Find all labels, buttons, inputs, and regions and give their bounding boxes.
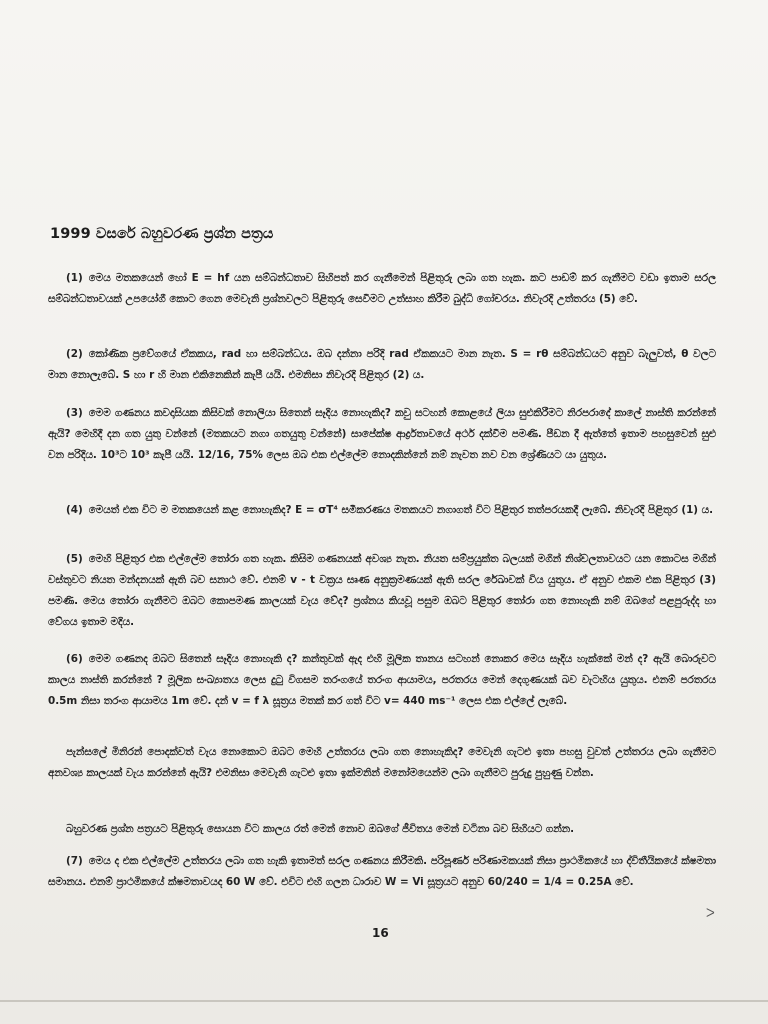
paragraph-5 [48,549,716,633]
paragraph-8 [48,819,716,840]
question-number: (4) [66,504,83,516]
paragraph-text: මෙය ද එක එල්ලේම උත්තරය ලබා ගත හැකි ඉතාමත් සරල ගණනය කිරීමකි. පරිපූර්ණ පරිණාමකයක් නිසා ප්‍රාථමිකයේ හා ද්විතීයිකයේ ක්ෂමතා සමානය. එනම් ප්‍රාථමිකයේ ක්ෂමතාවයද 60 W වේ. එවිට එහි ගලන ධාරාව W = Vi සූත්‍රයට අනුව 60/240 = 1/4 = 0.25A වේ. [48,855,716,888]
paragraph-1 [48,268,716,310]
paragraph-text: මෙම ගණනය කවදාසියක කිසිවක් නොලියා සිතෙන් සෑදිය නොහැකිද? කවු සටහන් කොළයේ ලියා සුළුකිරීමට නිරපරාදේ කාලේ නාස්ති කරන්නේ ඇයි? මෙහිදී දන ගත යුතු වන්නේ (මතකයට නගා ගතයුතු වන්නේ) සාපේක්ෂ ආර්ද්‍රතාවයේ අර්ථ දක්වීම පමණි. පීඩන දී ඇත්තේ ඉතාම පහසුවෙන් සුළු වන පරිදිය. 10³ට 10³ කැපී යයි. 12/16, 75% ලෙස ඔබ එක එල්ලේම නොදකින්නේ නම් නැවත නව වන ශ්‍රේණියට යා යුතුය. [48,407,716,461]
question-number: (6) [66,653,83,665]
page-number: 16 [372,926,389,940]
paragraph-text: මෙම ගණනද ඔබට සිතෙන් සෑදිය නොහැකි ද? කන්තුවක් ඇද එහි මූලික තානය සටහන් නොකර මෙය සෑදිය හැක්කේ මන් ද? ඇයි බොරුවට කාලය නාස්ති කරන්නේ ? මූලික සංඛ්‍යාතය ලෙස දුටු විගසම තරංගයේ තරංග ආයාමය, පරතරය මෙන් දෙගුණයක් බව වැටහිය යුතුය. එනම් පරතරය 0.5m නිසා තරංග ආයාමය 1m වේ. දන් v = f λ සූත්‍රය මතක් කර ගත් විට v= 440 ms⁻¹ ලෙස එක එල්ලේ ලැබේ. [48,653,716,707]
question-number: (2) [66,348,83,360]
question-number: (3) [66,407,83,419]
paragraph-text: මෙය මතකයෙන් හෝ E = hf යන සම්බන්ධතාව සිහිපත් කර ගැනීමෙන් පිළිතුරු ලබා ගත හැක. කට පාඩම් කර ගැනීමට වඩා ඉතාම සරල සම්බන්ධතාවයක් උපයෝගී කොට ගෙන මෙවැනි ප්‍රශ්නවලට පිළිතුරු සෙවීමට උත්සාහ කිරීම බුද්ධි ගෝචරය. නිවැරදි උත්තරය (5) වේ. [48,272,716,305]
question-number: (7) [66,855,83,867]
paragraph-text: කෝණික ප්‍රවේගයේ ඒකකය, rad හා සම්බන්ධය. ඔබ දන්නා පරිදි rad ඒකකයට මාන නැත. S = rθ සම්බන්ධයට අනුව බැලුවත්, θ වලට මාන නොලැබේ. S හා r හි මාන එකිනෙකින් කැපී යයි. එමනිසා නිවැරදි පිළිතුර (2) ය. [48,348,716,381]
question-number: (1) [66,272,83,284]
paragraph-text: මෙයත් එක විට ම මතකයෙන් කළ නොහැකිද? E = σT⁴ සමීකරණය මතකයට නගාගත් විට පිළිතුර තත්පරයකදී ලැබේ. නිවැරදි පිළිතුර (1) ය. [88,504,714,516]
paragraph-2 [48,344,716,386]
paragraph-text: මෙහි පිළිතුර එක එල්ලේම තෝරා ගත හැක. කිසිම ගණනයක් අවශ්‍ය නැත. නියත සම්ප්‍රයුක්ත බලයක් මගින් නිශ්චලතාවයට යන කොටස මගින් වස්තුවට නියත මන්දනයක් ඇති බව සනාථ වේ. එනම් v - t වක්‍රය සෘණ අනුක්‍රමණයක් ඇති සරල රේඛාවක් විය යුතුය. ඒ අනුව එකම එක පිළිතුර (3) පමණි. මෙය තෝරා ගැනීමට ඔබට කොපමණ කාලයක් වැය වේද? ප්‍රශ්නය කියවූ පසුම ඔබට පිළිතුර තෝරා ගත නොහැකි නම් ඔබගේ පළපුරුද්ද හා වේගය ඉතාම මදිය. [48,553,716,628]
paragraph-3 [48,403,716,466]
paragraph-4 [48,500,716,521]
paragraph-6 [48,649,716,712]
paragraph-text: පැන්සලේ මිනිරන් පොදක්වත් වැය නොකොට ඔබට මෙහි උත්තරය ලබා ගත නොහැකිද? මෙවැනි ගැටළු ඉතා පහසු වුවත් උත්තරය ලබා ගැනීමට අනවශ්‍ය කාලයක් වැය කරන්නේ ඇයි? එමනිසා මෙවැනි ගැටළු ඉතා ඉක්මනින් මනෝමයෙන්ම ලබා ගැනීමට පුරුදු පුහුණු වන්න. [48,746,716,779]
paragraph-7 [48,742,716,784]
margin-mark: ᐳ [706,906,715,920]
paragraph-9 [48,851,716,893]
page-bottom-edge [0,1000,768,1002]
question-number: (5) [66,553,83,565]
page-title: 1999 වසරේ බහුවරණ ප්‍රශ්න පත්‍රය [50,226,274,242]
paragraph-text: බහුවරණ ප්‍රශ්න පත්‍රයට පිළිතුරු සොයන විට කාලය රත් මෙන් නොව ඔබගේ ජීවිතය මෙන් වටිනා බව සිහියට ගන්න. [66,823,575,835]
